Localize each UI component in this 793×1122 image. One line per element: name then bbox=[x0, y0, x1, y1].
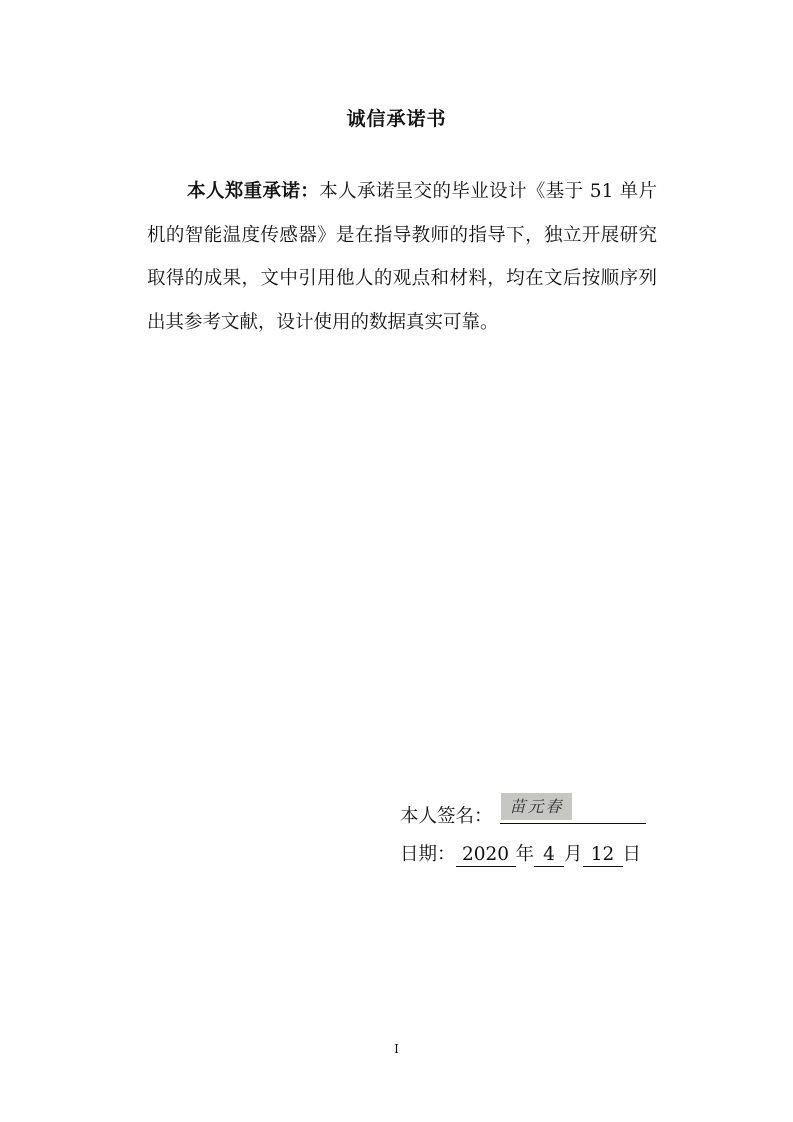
signature-underline bbox=[500, 823, 646, 824]
signature-label: 本人签名： bbox=[400, 806, 493, 827]
page-title: 诚信承诺书 bbox=[346, 108, 447, 130]
date-row bbox=[400, 840, 641, 867]
handwritten-signature-image: 苗元春 bbox=[501, 793, 572, 820]
year-unit: 年 bbox=[515, 844, 535, 865]
pledge-body: 本人承诺呈交的毕业设计《基于 51 单片机的智能温度传感器》是在指导教师的指导下，独立开展研究取得的成果，文中引用他人的观点和材料，均在文后按顺序列出其参考文献，设计使用的数据真实可靠。 bbox=[147, 181, 657, 333]
date-day-field: 12 bbox=[583, 844, 623, 867]
date-month-field: 4 bbox=[534, 844, 564, 867]
month-unit: 月 bbox=[564, 844, 583, 865]
date-label: 日期： bbox=[400, 844, 456, 865]
date-year-field: 2020 bbox=[456, 844, 516, 867]
pledge-lead: 本人郑重承诺： bbox=[187, 181, 320, 202]
page-number: I bbox=[394, 1042, 399, 1056]
day-unit: 日 bbox=[622, 844, 642, 865]
pledge-paragraph bbox=[147, 170, 657, 344]
